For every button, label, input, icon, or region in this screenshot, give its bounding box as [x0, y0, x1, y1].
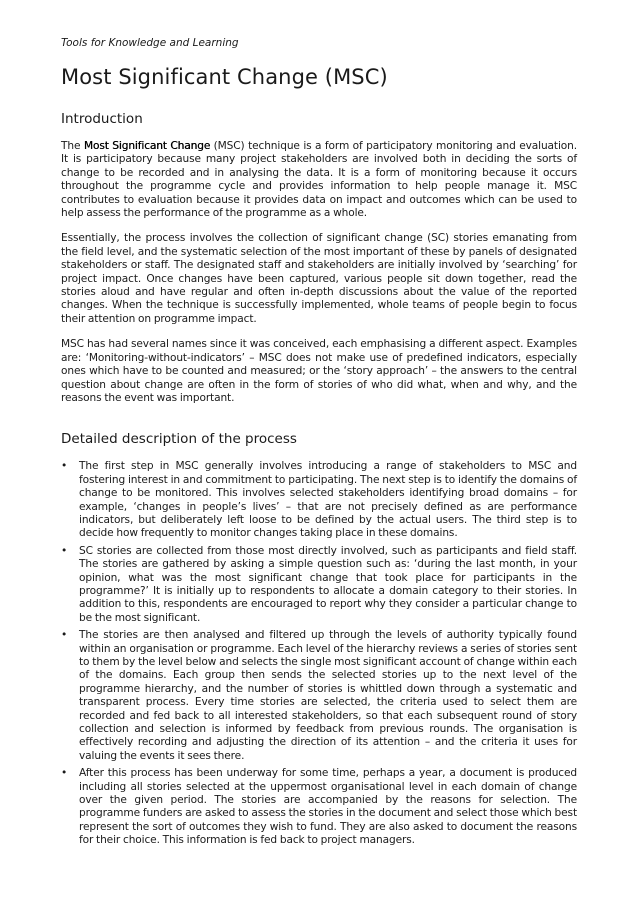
introduction-paragraph-3: MSC has had several names since it was conceived, each emphasising a different aspect. Examples are: ‘Monitoring-without-indicators’ – MSC does not make use of predefined indicators, especially ones which have to be counted and measured; or the ‘story approach’ – the answers to the central question about change are often in the form of stories of who did what, when and why, and the reasons the event was important.	[61, 338, 577, 404]
paragraph-lead-text: The	[61, 140, 84, 152]
paragraph-body-text: (MSC) technique is a form of participatory monitoring and evaluation. It is participatory because many project stakeholders are involved both in deciding the sorts of change to be recorded and in analysing the data. It is a form of monitoring because it occurs throughout the programme cycle and provides information to help people manage it. MSC contributes to evaluation because it provides data on impact and outcomes which can be used to help assess the performance of the programme as a whole.	[61, 140, 577, 220]
process-steps-list	[61, 460, 577, 847]
bullet-icon: •	[61, 460, 68, 473]
bullet-icon: •	[61, 629, 68, 642]
running-head: Tools for Knowledge and Learning	[61, 37, 239, 49]
introduction-paragraph-1	[61, 140, 577, 220]
list-item-text: The first step in MSC generally involves introducing a range of stakeholders to MSC and fostering interest in and commitment to participating. The next step is to identify the domains of change to be monitored. This involves selected stakeholders identifying broad domains – for example, ‘changes in people’s lives’ – that are not precisely defined as are performance indicators, but deliberately left loose to be defined by the actual users. The third step is to decide how frequently to monitor changes taking place in these domains.	[79, 460, 577, 540]
list-item-text: SC stories are collected from those most directly involved, such as participants and field staff. The stories are gathered by asking a simple question such as: ‘during the last month, in your opinion, what was the most significant change that took place for participants in the programme?’ It is initially up to respondents to allocate a domain category to their stories. In addition to this, respondents are encouraged to report why they consider a particular change to be the most significant.	[79, 544, 577, 624]
list-item	[61, 767, 577, 847]
bullet-icon: •	[61, 544, 68, 557]
list-item	[61, 460, 577, 540]
document-page	[61, 36, 577, 852]
list-item-text: The stories are then analysed and filtered up through the levels of authority typically found within an organisation or programme. Each level of the hierarchy reviews a series of stories sent to them by the level below and selects the single most significant account of change within each of the domains. Each group then sends the selected stories up to the next level of the programme hierarchy, and the number of stories is whittled down through a systematic and transparent process. Every time stories are selected, the criteria used to select them are recorded and fed back to all interested stakeholders, so that each subsequent round of story collection and selection is informed by feedback from previous rounds. The organisation is effectively recording and adjusting the direction of its attention – and the criteria it uses for valuing the events it sees there.	[79, 629, 577, 762]
introduction-paragraph-2: Essentially, the process involves the collection of significant change (SC) stories emanating from the field level, and the systematic selection of the most important of these by panels of designated stakeholders or staff. The designated staff and stakeholders are initially involved by ‘searching’ for project impact. Once changes have been captured, various people sit down together, read the stories aloud and have regular and often in-depth discussions about the value of the reported changes. When the technique is successfully implemented, whole teams of people begin to focus their attention on programme impact.	[61, 232, 577, 325]
bullet-icon: •	[61, 767, 68, 780]
list-item	[61, 629, 577, 763]
list-item-text: After this process has been underway for some time, perhaps a year, a document is produced including all stories selected at the uppermost organisational level in each domain of change over the given period. The stories are accompanied by the reasons for selection. The programme funders are asked to assess the stories in the document and select those which best represent the sort of outcomes they wish to fund. They are also asked to document the reasons for their choice. This information is fed back to project managers.	[79, 767, 577, 847]
introduction-heading: Introduction	[61, 111, 143, 127]
msc-term: Most Significant Change	[83, 140, 211, 152]
page-title: Most Significant Change (MSC)	[61, 65, 388, 89]
detailed-description-heading: Detailed description of the process	[61, 431, 297, 448]
list-item	[61, 545, 577, 625]
